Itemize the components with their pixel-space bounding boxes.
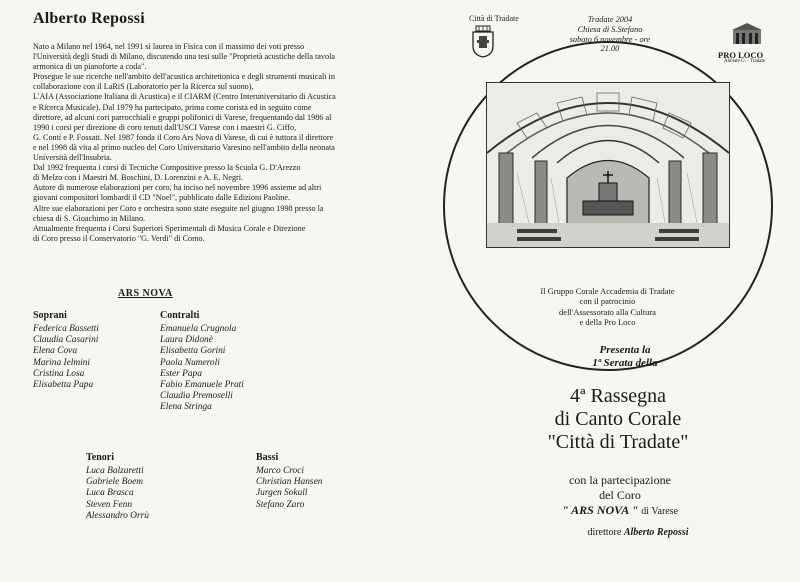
rassegna-line: di Canto Corale [554,408,682,430]
contralti-heading: Contralti [160,310,200,321]
bio-line: Università dell'Insubria. [33,153,112,163]
rassegna-title [508,385,728,454]
bio-line: e Ricerca Musicale). Dal 1979 ha partecipato, prima come corista ed in seguito come [33,102,312,112]
list-item: Federica Bassetti [33,324,99,334]
list-item: Paola Numeroli [160,357,220,368]
presenta-heading [565,344,685,369]
proloco-building-icon [730,22,764,46]
direttore-name: Alberto Repossi [623,527,689,538]
city-label: Città di Tradate [469,14,519,23]
bio-line: Prosegue le sue ricerche nell'ambito dell'acustica architettonica e degli strumenti musicali in [33,72,335,82]
list-item: Ester Papa [160,368,202,379]
list-item: Marco Croci [256,466,304,476]
bio-line: G. Conti e P. Fossati. Nel 1987 fonda il Coro Ars Nova di Varese, di cui è tuttora il direttore [33,132,334,142]
list-item: Claudia Casarini [33,335,99,346]
contralti-list [160,324,244,414]
bio-line: direttore, ad alcuni cori parrocchiali e gruppi polifonici di Varese, frequentando dal 1986 al [33,112,332,122]
contralti-section [160,310,244,414]
list-item: Alessandro Orrù [86,510,149,521]
list-item: Elisabetta Papa [33,380,94,391]
coro-city: di Varese [641,506,679,517]
bio-line: e nel 1998 dà vita al primo nucleo del Coro Universitario Varesino nell'ambito della neonata [33,142,335,152]
direttore-line [548,527,728,538]
bio-line: di Melzo con i Maestri M. Boschini, D. Lorenzini e A. E. Negri. [33,173,244,183]
tenori-section [86,452,149,522]
coro-line [540,503,700,519]
proloco-subtitle: Abbiate G. - Tradate [724,59,766,64]
bio-text [33,42,383,244]
bassi-section [256,452,322,511]
bio-line: Autore di numerose elaborazioni per coro, ha inciso nel novembre 1996 assieme ad altri [33,183,322,193]
organizer-line: con il patrocinio [579,296,636,307]
bio-line: di Coro presso il Conservatorio "G. Verdi" di Como. [33,233,205,243]
list-item: Christian Hansen [256,477,323,488]
bio-line: chiesa di S. Gioachimo in Milano. [33,213,146,223]
presenta-line: 1ª Serata della [592,356,658,369]
event-line: Tradate 2004 [587,15,633,24]
list-item: Elisabetta Gorini [160,346,226,357]
bio-line: Nato a Milano nel 1964, nel 1991 si laurea in Fisica con il massimo dei voti presso [33,42,305,51]
direttore-prefix: direttore [587,527,622,538]
coro-name: " ARS NOVA " [561,503,639,517]
rassegna-line: 4ª Rassegna [569,385,667,407]
list-item: Laura Didonè [160,335,213,346]
church-interior-image [486,82,730,248]
partecipazione-block [540,473,700,519]
list-item: Cristina Losa [33,368,85,379]
bio-line: collaborazione con il LaRiS (Laboratorio per la Ricerca sul suono), [33,82,254,92]
partecipazione-line: con la partecipazione [569,473,671,487]
organizer-line: dell'Assessorato alla Cultura [559,306,656,317]
proloco-label: PRO LOCO [718,50,764,60]
event-line: Chiesa di S.Stefano [577,24,643,34]
rassegna-line: "Città di Tradate" [547,431,689,453]
soprani-section [33,310,99,391]
bassi-list [256,466,322,511]
organizer-line: Il Gruppo Corale Accademia di Tradate [540,286,675,296]
bio-line: L'AIA (Associazione Italiana di Acustica) e il CIARM (Centro Interuniversitario di Acustica [33,92,336,102]
list-item: Luca Balzaretti [86,466,144,476]
bio-line: Altre sue elaborazioni per Coro e orchestra sono state eseguite nel giugno 1998 presso la [33,203,324,213]
presenta-line: Presenta la [599,344,651,356]
organizer-text [520,286,695,328]
list-item: Jurgen Sokull [256,488,308,499]
soprani-heading: Soprani [33,310,67,321]
list-item: Fabio Emanuele Prati [160,380,244,391]
list-item: Steven Fenn [86,499,133,510]
bio-line: Dal 1992 frequenta i corsi di Tecniche Compositive presso la Scuola G. D'Arezzo [33,163,301,173]
bio-line: giovani compositori lombardi il CD "Noel", pubblicato dalle Edizioni Paoline. [33,193,291,203]
bio-title: Alberto Repossi [33,10,145,27]
choir-title: ARS NOVA [118,288,173,299]
tenori-list [86,466,149,522]
bassi-heading: Bassi [256,452,279,463]
bio-line: l'Università degli Studi di Milano, discutendo una tesi sulle "Proprietà acustiche della tavola [33,52,336,62]
list-item: Stefano Zaro [256,499,305,510]
bio-line: 1990 i corsi per direzione di coro tenuti dall'USCI Varese con i maestri G. Ciffo, [33,122,297,132]
list-item: Claudia Premoselli [160,391,233,402]
list-item: Emanuela Crugnola [160,324,237,334]
list-item: Gabriele Boem [86,477,144,488]
partecipazione-line: del Coro [599,488,641,502]
list-item: Luca Brasca [86,488,134,499]
organizer-line: e della Pro Loco [579,317,636,328]
event-line: sabato 6 novembre - ore 21.00 [569,34,651,54]
list-item: Elena Cova [33,346,78,357]
bio-line: Attualmente frequenta i Corsi Superiori Sperimentali di Musica Corale e Direzione [33,223,306,233]
tenori-heading: Tenori [86,452,114,463]
soprani-list [33,324,99,391]
bio-line: armonica di un pianoforte a coda". [33,62,147,72]
list-item: Marina Ielmini [33,357,91,368]
city-crest-icon [470,24,496,58]
list-item: Elena Stringa [160,402,212,413]
